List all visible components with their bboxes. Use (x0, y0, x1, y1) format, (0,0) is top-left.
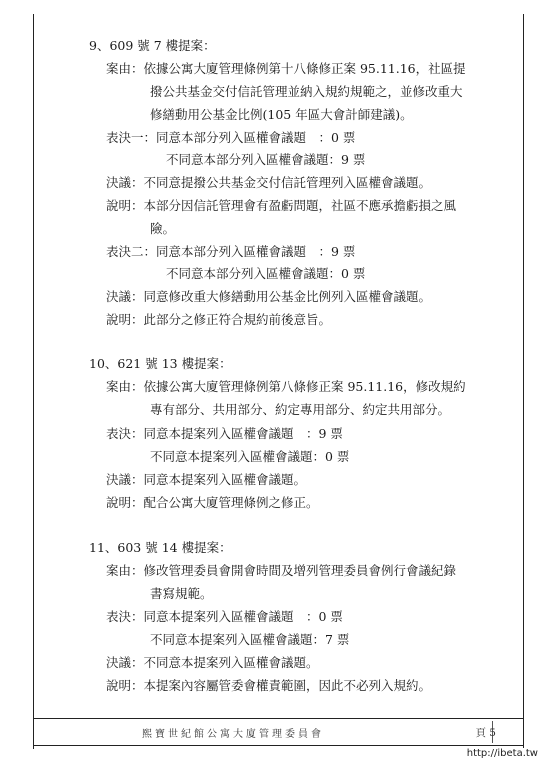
footer-page-number: 頁 5 (475, 727, 496, 739)
item-9-note1-line-2: 險。 (150, 221, 176, 236)
item-10-vote-disagree: 不同意本提案列入區權會議題：0 票 (150, 449, 350, 464)
footer-committee-name: 熙寶世紀館公寓大廈管理委員會 (142, 729, 324, 740)
item-9-note1-line-1: 說明：本部分因信託管理會有盈虧問題，社區不應承擔虧損之風 (106, 198, 457, 213)
item-10-resolution: 決議：同意本提案列入區權會議題。 (106, 472, 307, 487)
item-10-note: 說明：配合公寓大廈管理條例之修正。 (106, 495, 319, 510)
item-11-note: 說明：本提案內容屬管委會權責範圍，因此不必列入規約。 (106, 678, 432, 693)
item-10-heading: 10、621 號 13 樓提案： (89, 356, 232, 371)
item-10-vote-agree: 表決：同意本提案列入區權會議題 ：9 票 (106, 426, 343, 441)
page-footer (33, 718, 524, 746)
item-11-vote-agree: 表決：同意本提案列入區權會議題 ：0 票 (106, 609, 343, 624)
item-11-case-line-2: 書寫規範。 (150, 586, 213, 601)
item-10-case-line-1: 案由：依據公寓大廈管理條例第八條修正案 95.11.16，修改規約 (106, 379, 466, 394)
item-9-vote1-agree: 表決一：同意本部分列入區權會議題 ：0 票 (106, 130, 356, 145)
item-9-heading: 9、609 號 7 樓提案： (89, 38, 216, 53)
watermark-url: http://ibeta.tw (466, 748, 538, 759)
item-10-case-line-2: 專有部分、共用部分、約定專用部分、約定共用部分。 (150, 402, 451, 417)
item-11-vote-disagree: 不同意本提案列入區權會議題：7 票 (150, 632, 350, 647)
item-9-resolution1: 決議：不同意提撥公共基金交付信託管理列入區權會議題。 (106, 175, 432, 190)
item-9-case-line-1: 案由：依據公寓大廈管理條例第十八條修正案 95.11.16，社區提 (106, 61, 466, 76)
item-9-resolution2: 決議：同意修改重大修繕動用公基金比例列入區權會議題。 (106, 289, 432, 304)
item-11-resolution: 決議：不同意本提案列入區權會議題。 (106, 655, 319, 670)
item-9-case-line-2: 撥公共基金交付信託管理並納入規約規範之，並修改重大 (150, 84, 463, 99)
item-9-note2: 說明：此部分之修正符合規約前後意旨。 (106, 312, 332, 327)
item-11-heading: 11、603 號 14 樓提案： (89, 540, 232, 555)
item-9-case-line-3: 修繕動用公基金比例(105 年區大會計師建議)。 (150, 107, 413, 122)
item-11-case-line-1: 案由：修改管理委員會開會時間及增列管理委員會例行會議紀錄 (106, 563, 457, 578)
item-9-vote1-disagree: 不同意本部分列入區權會議題：9 票 (166, 152, 366, 167)
item-9-vote2-agree: 表決二：同意本部分列入區權會議題 ：9 票 (106, 244, 356, 259)
item-9-vote2-disagree: 不同意本部分列入區權會議題：0 票 (166, 266, 366, 281)
